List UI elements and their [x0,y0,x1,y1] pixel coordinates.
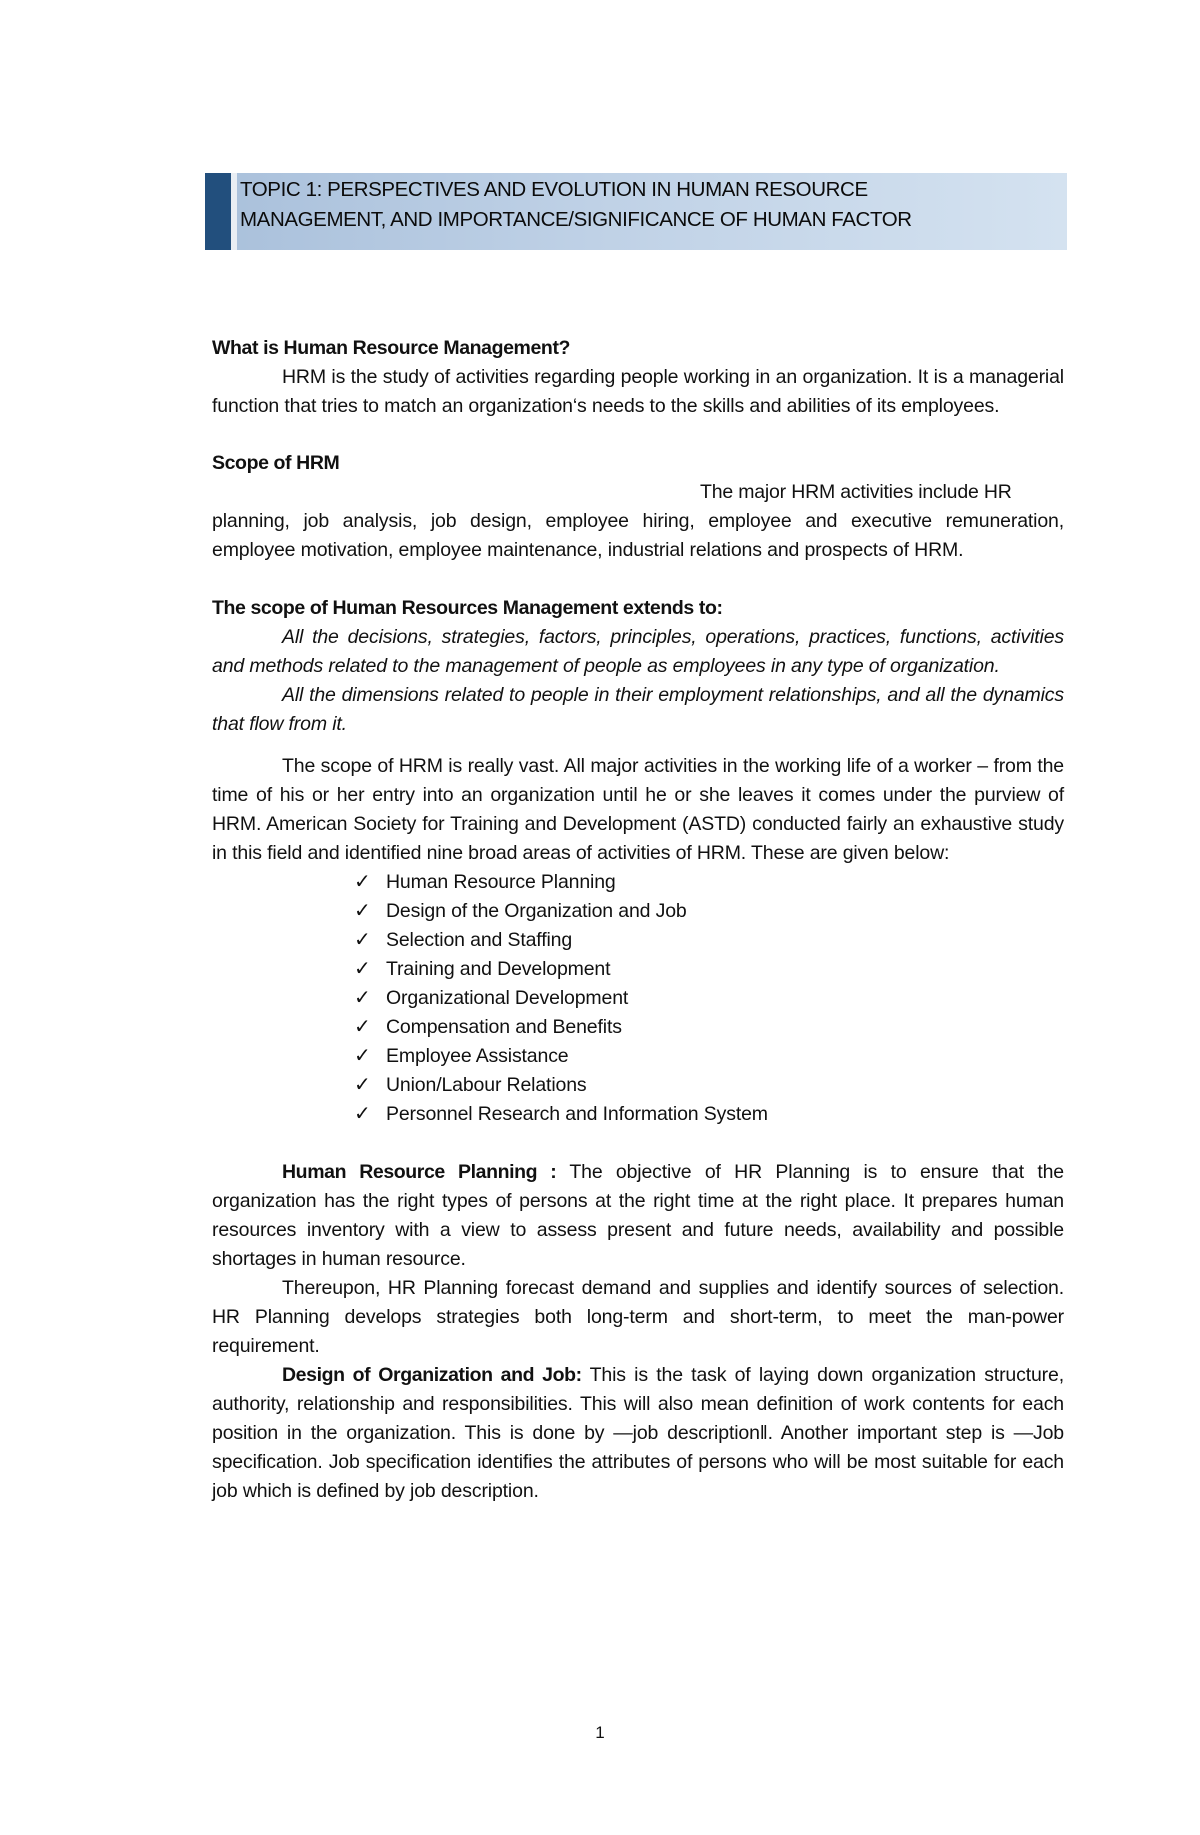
checklist-item-label: Union/Labour Relations [386,1074,587,1096]
topic-title [240,175,1060,235]
checklist-item-label: Personnel Research and Information System [386,1103,768,1125]
hr-planning-text: The objective of HR Planning is to ensure that the organization has the right types of persons at the right time at the right place. It prepares human resources inventory with a view to assess present and future needs, availability and possible shortages in human resource. [212,1161,1064,1270]
paragraph-what-is-hrm: HRM is the study of activities regarding people working in an organization. It is a managerial function that tries to match an organization‘s needs to the skills and abilities of its employees. [212,366,1064,417]
heading-scope-extends: The scope of Human Resources Management extends to: [212,597,723,619]
topic-title-line-1: TOPIC 1: PERSPECTIVES AND EVOLUTION IN HUMAN RESOURCE [240,178,868,201]
checkmark-icon: ✓ [354,1016,371,1038]
checkmark-icon: ✓ [354,1045,371,1067]
hr-planning-label: Human Resource Planning : [282,1161,557,1183]
checkmark-icon: ✓ [354,1074,371,1096]
design-org-text: This is the task of laying down organization structure, authority, relationship and responsibilities. This will also mean definition of work contents for each position in the organization. This is done by —job description‖. Another important step is —Job specification. Job specification identifies the attributes of persons who will be most suitable for each job which is defined by job description. [212,1364,1064,1502]
design-org-label: Design of Organization and Job: [282,1364,582,1386]
checklist-item-label: Design of the Organization and Job [386,900,687,922]
checklist-item [354,984,1064,1013]
paragraph-hr-planning [212,1158,1064,1274]
checkmark-icon: ✓ [354,929,371,951]
paragraph-design-org [212,1361,1064,1506]
checklist-item [354,926,1064,955]
checkmark-icon: ✓ [354,987,371,1009]
paragraph-scope-item-2: All the dimensions related to people in their employment relationships, and all the dynamics that flow from it. [212,684,1064,735]
checklist-item [354,1042,1064,1071]
checklist-item [354,1013,1064,1042]
checklist-item-label: Organizational Development [386,987,629,1009]
checklist-item [354,868,1064,897]
banner-accent-gap [231,173,237,250]
checklist-item [354,1071,1064,1100]
page-number: 1 [595,1723,605,1742]
checklist-item-label: Training and Development [386,958,611,980]
checkmark-icon: ✓ [354,1103,371,1125]
heading-scope-of-hrm: Scope of HRM [212,452,340,474]
paragraph-hr-planning-2: Thereupon, HR Planning forecast demand and supplies and identify sources of selection. HR Planning develops strategies both long-term and short-term, to meet the man-power requirement. [212,1277,1064,1357]
checklist-item-label: Compensation and Benefits [386,1016,622,1038]
checklist-item [354,897,1064,926]
document-body [212,334,1064,1506]
checklist-item [354,955,1064,984]
paragraph-scope-vast: The scope of HRM is really vast. All major activities in the working life of a worker – from the time of his or her entry into an organization until he or she leaves it comes under the purview of HRM. American Society for Training and Development (ASTD) conducted fairly an exhaustive study in this field and identified nine broad areas of activities of HRM. These are given below: [212,755,1064,864]
checkmark-icon: ✓ [354,958,371,980]
checkmark-icon: ✓ [354,871,371,893]
checklist-item [354,1100,1064,1129]
checklist-item-label: Employee Assistance [386,1045,569,1067]
paragraph-scope-item-1: All the decisions, strategies, factors, principles, operations, practices, functions, activities and methods related to the management of people as employees in any type of organization. [212,626,1064,677]
heading-what-is-hrm: What is Human Resource Management? [212,337,571,359]
banner-accent-bar [205,173,231,250]
topic-title-line-2: MANAGEMENT, AND IMPORTANCE/SIGNIFICANCE OF HUMAN FACTOR [240,208,912,231]
hrm-areas-checklist [212,868,1064,1129]
checkmark-icon: ✓ [354,900,371,922]
checklist-item-label: Human Resource Planning [386,871,616,893]
checklist-item-label: Selection and Staffing [386,929,573,951]
scope-lead-line: The major HRM activities include HR [700,481,1012,503]
paragraph-scope: planning, job analysis, job design, employee hiring, employee and executive remuneration, employee motivation, employee maintenance, industrial relations and prospects of HRM. [212,510,1064,561]
